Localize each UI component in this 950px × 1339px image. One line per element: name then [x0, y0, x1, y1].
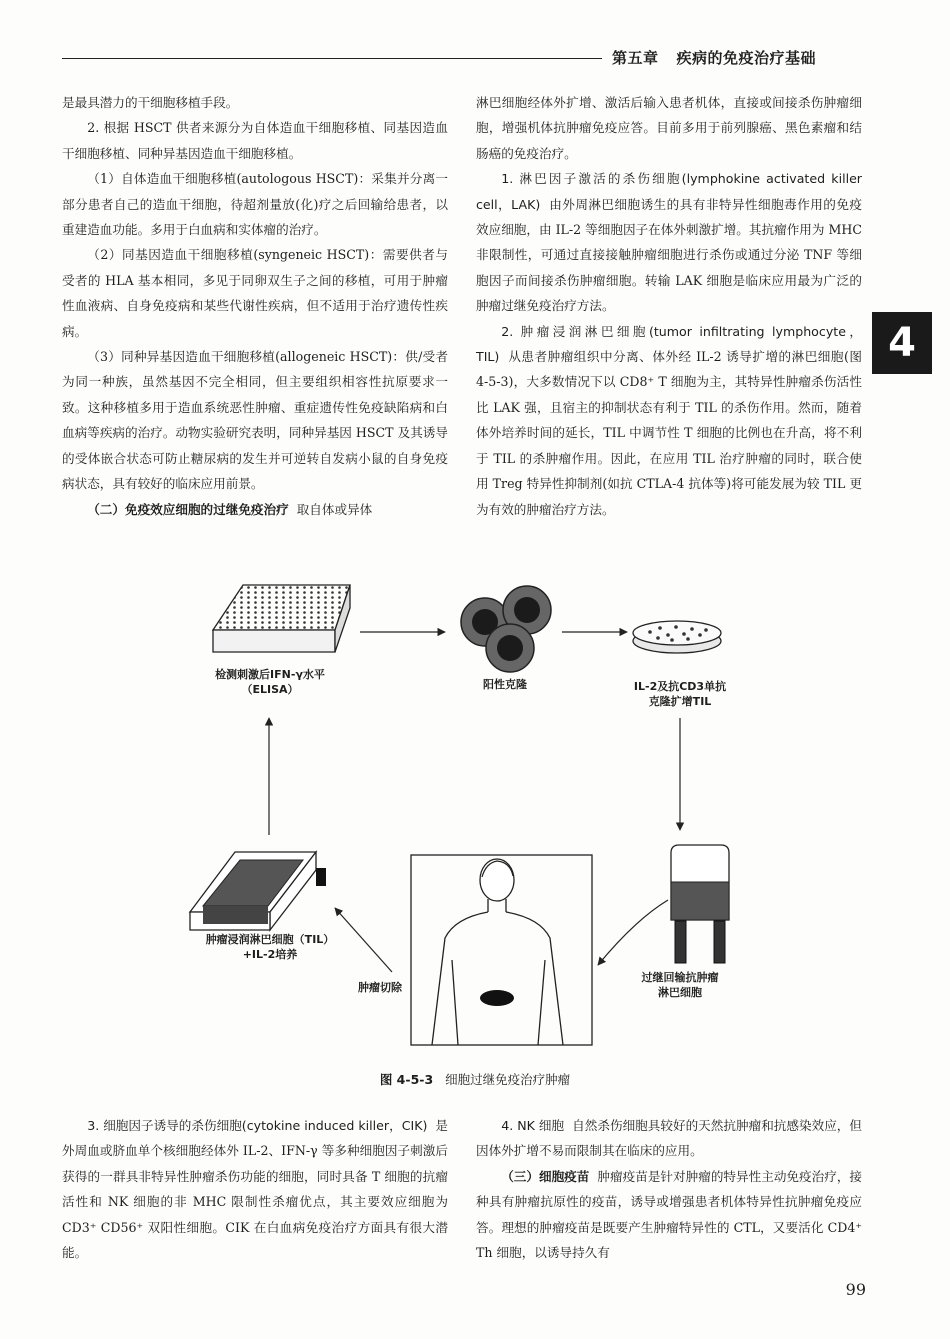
- label-infusion: 过继回输抗肿瘤 淋巴细胞: [641, 971, 719, 999]
- page-number: 99: [845, 1280, 866, 1299]
- running-header: [612, 47, 862, 68]
- paragraph: 2. 根据 HSCT 供者来源分为自体造血干细胞移植、同基因造血干细胞移植、同种异基因造血干细胞移植。: [62, 120, 448, 161]
- label-elisa: 检测刺激后IFN-γ水平 （ELISA）: [215, 668, 325, 696]
- positive-clone-cells-icon: [461, 586, 551, 672]
- paragraph: （2）同基因造血干细胞移植(syngeneic HSCT)：需要供者与受者的 HLA 基本相同，多见于同卵双生子之间的移植，可用于肿瘤性血液病、自身免疫病和某些代谢性疾病，但不适用于治疗遗传性疾病。: [62, 247, 448, 339]
- paragraph: [476, 166, 862, 318]
- arrow-infusion: [598, 900, 668, 965]
- chapter-tab: 4: [872, 312, 932, 374]
- paragraph: 淋巴细胞经体外扩增、激活后输入患者机体，直接或间接杀伤肿瘤细胞，增强机体抗肿瘤免疫应答。目前多用于前列腺癌、黑色素瘤和结肠癌的免疫治疗。: [476, 95, 862, 161]
- section-heading: （二）免疫效应细胞的过继免疫治疗: [87, 501, 289, 517]
- culture-flask-icon: [190, 852, 326, 930]
- patient-figure-icon: [411, 855, 592, 1045]
- section-heading: （三）细胞疫苗: [501, 1168, 590, 1184]
- infusion-bag-icon: [671, 845, 729, 963]
- petri-dish-icon: [633, 621, 721, 653]
- paragraph: [476, 1164, 862, 1266]
- paragraph-text: 取自体或异体: [296, 501, 373, 517]
- paragraph: （1）自体造血干细胞移植(autologous HSCT)：采集并分离一部分患者自己的造血干细胞，待超剂量放(化)疗之后回输给患者，以重建造血功能。多用于白血病和实体瘤的治疗。: [62, 171, 448, 238]
- subsection-heading: 2. 肿瘤浸润淋巴细胞(tumor infiltrating lymphocyte，TIL): [476, 323, 862, 365]
- paragraph: [62, 1113, 448, 1265]
- figure-number: 图 4-5-3: [379, 1072, 434, 1087]
- label-positive-clone: 阳性克隆: [483, 678, 527, 691]
- left-column: [62, 90, 448, 522]
- bottom-right-column: [476, 1113, 862, 1265]
- paragraph: [476, 319, 862, 522]
- label-tumor-resection: 肿瘤切除: [358, 981, 402, 994]
- figure-caption: [0, 1070, 950, 1088]
- subsection-heading: 4. NK 细胞: [501, 1118, 565, 1133]
- paragraph-text: 从患者肿瘤组织中分离、体外经 IL-2 诱导扩增的淋巴细胞(图 4-5-3)，大多数情况下以 CD8⁺ T 细胞为主，其特异性肿瘤杀伤活性比 LAK 强，且宿主的抑制状态有利于 TIL 的杀伤作用。然而，随着体外培养时间的延长，TIL 中调节性 T 细胞的比例也在升高，将不利于 TIL 的杀肿瘤作用。因此，在应用 TIL 治疗肿瘤的同时，联合使用 Treg 特异性抑制剂(如抗 CTLA-4 抗体等)将可能发展为较 TIL 更为有效的肿瘤治疗方法。: [476, 349, 862, 517]
- paragraph-text: 是外周血或脐血单个核细胞经体外 IL-2、IFN-γ 等多种细胞因子刺激后获得的一群具非特异性肿瘤杀伤功能的细胞，同时具备 T 细胞的抗瘤活性和 NK 细胞的非 MHC 限制性杀瘤优点，其主要效应细胞为 CD3⁺ CD56⁺ 双阳性细胞。CIK 在白血病免疫治疗方面具有很大潜能。: [62, 1118, 448, 1261]
- paragraph: （3）同种异基因造血干细胞移植(allogeneic HSCT)：供/受者为同一种族，虽然基因不完全相同，但主要组织相容性抗原要求一致。这种移植多用于造血系统恶性肿瘤、重症遗传性免疫缺陷病和白血病等疾病的治疗。动物实验研究表明，同种异基因 HSCT 及其诱导的受体嵌合状态可防止糖尿病的发生并可逆转自发病小鼠的自身免疫病状态，具有较好的临床应用前景。: [62, 349, 448, 492]
- label-expand-til: IL-2及抗CD3单抗 克隆扩增TIL: [633, 680, 727, 708]
- paragraph: [476, 1113, 862, 1164]
- elisa-plate-icon: [213, 585, 350, 652]
- paragraph-text: 由外周淋巴细胞诱生的具有非特异性细胞毒作用的免疫效应细胞，由 IL-2 等细胞因子在体外刺激扩增。其抗瘤作用为 MHC 非限制性，可通过直接接触肿瘤细胞进行杀伤或通过分泌 TNF 等细胞因子而间接杀伤肿瘤细胞。转输 LAK 细胞是临床应用最为广泛的肿瘤过继免疫治疗方法。: [476, 196, 863, 314]
- header-chapter: 第五章: [612, 49, 659, 67]
- figure-caption-text: 细胞过继免疫治疗肿瘤: [445, 1072, 571, 1087]
- paragraph: 是最具潜力的干细胞移植手段。: [62, 95, 239, 110]
- paragraph: [62, 497, 448, 522]
- paragraph-text: 自然杀伤细胞具较好的天然抗肿瘤和抗感染效应，但因体外扩增不易而限制其在临床的应用。: [476, 1118, 863, 1159]
- label-til-culture: 肿瘤浸润淋巴细胞（TIL） +IL-2培养: [205, 933, 335, 961]
- bottom-left-column: [62, 1113, 448, 1265]
- subsection-heading: 1. 淋巴因子激活的杀伤细胞(lymphokine activated killer cell，LAK): [476, 171, 862, 212]
- header-rule: [62, 58, 602, 59]
- right-column: [476, 90, 862, 522]
- header-title: 疾病的免疫治疗基础: [676, 49, 817, 67]
- subsection-heading: 3. 细胞因子诱导的杀伤细胞(cytokine induced killer，CIK): [87, 1118, 428, 1133]
- paragraph-text: 肿瘤疫苗是针对肿瘤的特异性主动免疫治疗，接种具有肿瘤抗原性的疫苗，诱导或增强患者机体特异性抗肿瘤免疫应答。理想的肿瘤疫苗是既要产生肿瘤特异性的 CTL，又要活化 CD4⁺ Th 细胞，以诱导持久有: [476, 1168, 863, 1261]
